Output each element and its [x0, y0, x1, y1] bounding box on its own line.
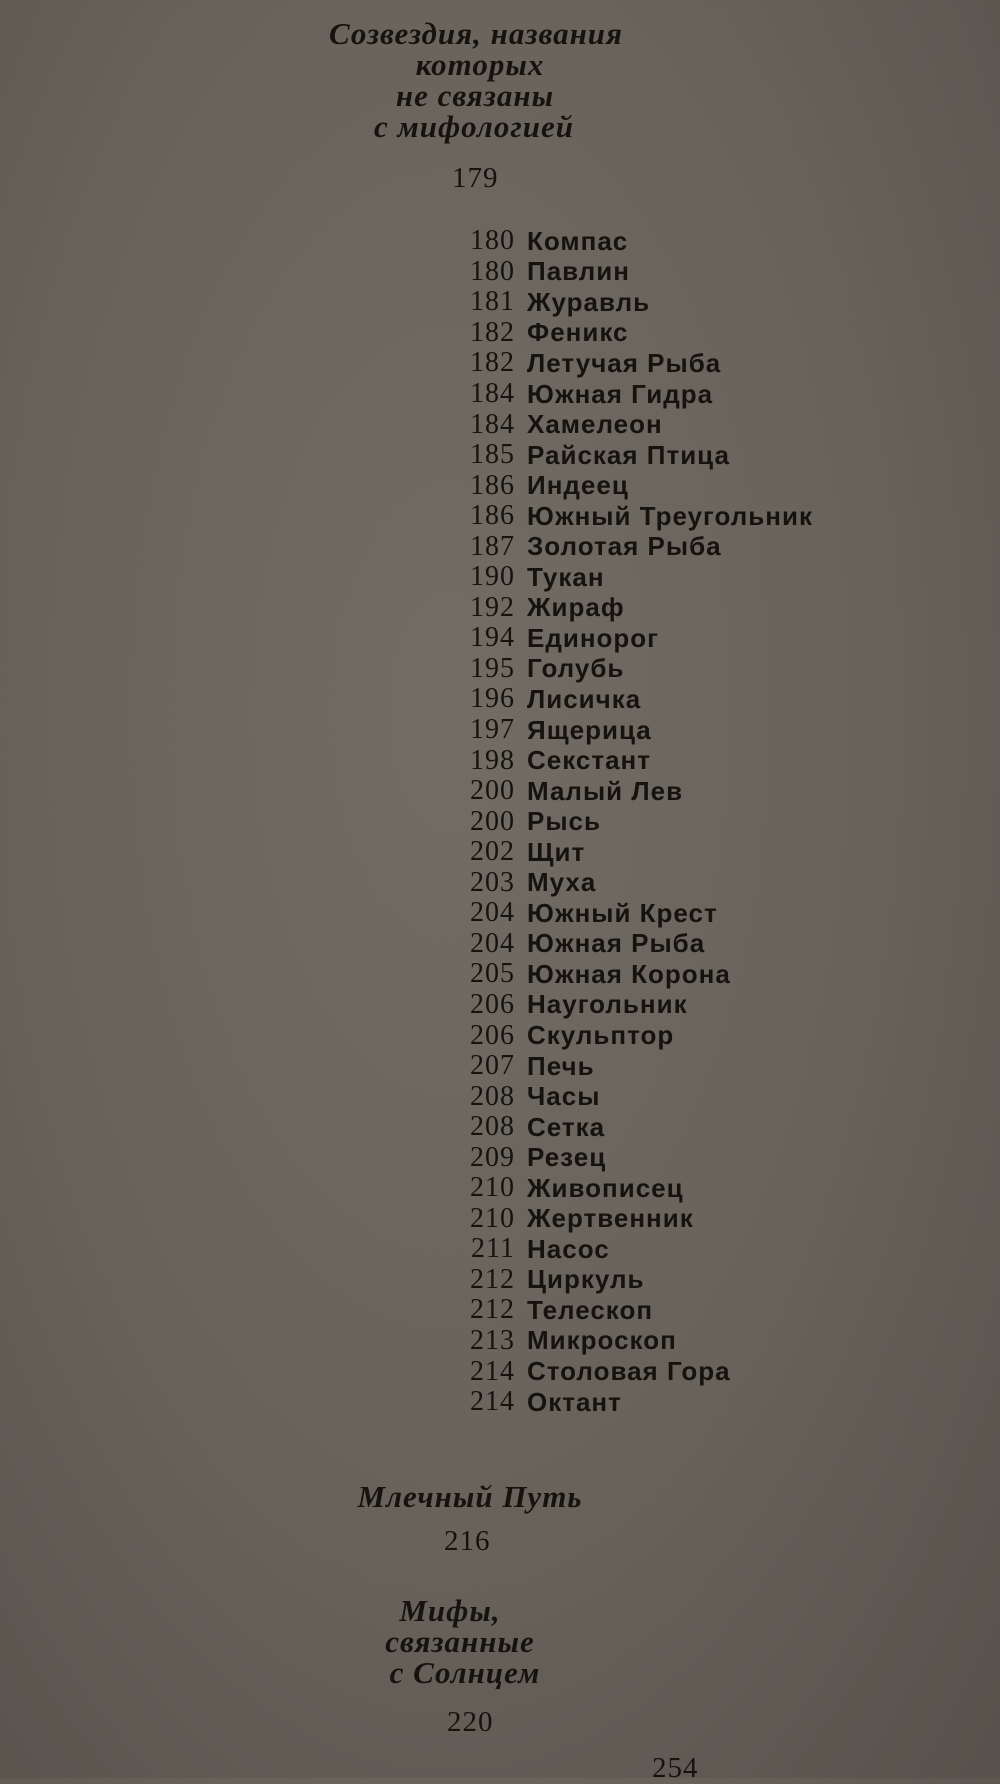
heading-line: Созвездия, названия — [328, 16, 624, 51]
toc-entry[interactable] — [445, 745, 813, 776]
section-heading-sun-myths — [340, 1595, 580, 1688]
toc-entry-page: 181 — [470, 286, 515, 318]
toc-entry-name: Малый Лев — [527, 775, 684, 806]
section-heading-constellations — [310, 18, 650, 142]
toc-entry-page: 213 — [470, 1324, 515, 1356]
toc-entry-name: Печь — [527, 1050, 595, 1081]
toc-entry[interactable] — [445, 1112, 813, 1143]
toc-entry[interactable] — [445, 287, 813, 318]
toc-entry-name: Телескоп — [527, 1294, 654, 1325]
toc-entry-page: 197 — [470, 714, 515, 746]
toc-entry-page: 212 — [470, 1263, 515, 1295]
toc-entry-name: Компас — [527, 225, 629, 256]
toc-entry-page: 210 — [470, 1202, 515, 1234]
toc-entry-page: 203 — [470, 866, 515, 898]
toc-entry-list — [445, 226, 813, 1417]
toc-entry[interactable] — [445, 470, 813, 501]
toc-entry[interactable] — [445, 715, 813, 746]
toc-entry-page: 196 — [470, 683, 515, 715]
toc-entry[interactable] — [445, 409, 813, 440]
toc-entry[interactable] — [445, 1142, 813, 1173]
toc-entry[interactable] — [445, 1020, 813, 1051]
toc-entry-name: Сетка — [527, 1111, 606, 1142]
toc-entry-name: Летучая Рыба — [527, 347, 722, 378]
toc-entry-name: Южная Гидра — [527, 378, 714, 409]
heading-line: с мифологией — [374, 109, 574, 144]
toc-entry-page: 202 — [470, 836, 515, 868]
toc-entry[interactable] — [445, 1051, 813, 1082]
toc-entry[interactable] — [445, 990, 813, 1021]
toc-entry[interactable] — [445, 379, 813, 410]
toc-entry[interactable] — [445, 929, 813, 960]
toc-entry-page: 214 — [470, 1386, 515, 1418]
toc-entry[interactable] — [445, 1081, 813, 1112]
heading-line: которых — [415, 47, 545, 82]
toc-entry-name: Насос — [527, 1233, 610, 1264]
toc-entry-page: 190 — [470, 561, 515, 593]
toc-entry-page: 195 — [470, 652, 515, 684]
toc-entry[interactable] — [445, 898, 813, 929]
toc-entry[interactable] — [445, 1387, 813, 1418]
toc-entry-name: Скульптор — [527, 1020, 675, 1050]
toc-entry[interactable] — [445, 1173, 813, 1204]
toc-entry-page: 186 — [470, 500, 515, 532]
toc-entry-page: 187 — [470, 530, 515, 562]
toc-entry-page: 204 — [470, 897, 515, 929]
toc-entry-name: Живописец — [527, 1172, 684, 1203]
toc-entry-name: Наугольник — [527, 989, 688, 1020]
toc-entry-page: 207 — [470, 1050, 515, 1082]
toc-entry[interactable] — [445, 867, 813, 898]
toc-entry[interactable] — [445, 1234, 813, 1265]
toc-entry-page: 214 — [470, 1355, 515, 1387]
section-heading-milky-way — [320, 1481, 620, 1512]
toc-entry-name: Муха — [527, 867, 597, 898]
toc-entry[interactable] — [445, 257, 813, 288]
toc-entry-page: 182 — [470, 347, 515, 379]
footer-page-number: 254 — [652, 1752, 699, 1784]
toc-entry[interactable] — [445, 318, 813, 349]
toc-entry[interactable] — [445, 531, 813, 562]
toc-entry[interactable] — [445, 684, 813, 715]
toc-entry[interactable] — [445, 226, 813, 257]
toc-entry-page: 208 — [470, 1111, 515, 1143]
toc-entry-name: Южный Крест — [527, 897, 718, 928]
toc-entry-name: Тукан — [527, 561, 605, 592]
toc-entry-name: Жертвенник — [527, 1203, 694, 1234]
heading-line: с Солнцем — [389, 1655, 541, 1690]
toc-entry[interactable] — [445, 623, 813, 654]
toc-entry-name: Павлин — [527, 256, 630, 287]
section-page-number: 220 — [447, 1706, 494, 1738]
toc-entry-name: Индеец — [527, 470, 629, 501]
toc-entry-name: Журавль — [527, 286, 651, 317]
toc-entry-page: 194 — [470, 622, 515, 654]
toc-entry-page: 185 — [470, 439, 515, 471]
toc-entry-name: Резец — [527, 1142, 607, 1173]
toc-entry-page: 206 — [470, 1019, 515, 1051]
toc-entry-page: 198 — [470, 744, 515, 776]
toc-entry-page: 192 — [470, 591, 515, 623]
toc-entry-name: Южный Треугольник — [527, 500, 813, 531]
toc-entry-name: Микроскоп — [527, 1325, 677, 1356]
toc-entry-name: Единорог — [527, 622, 660, 653]
toc-entry-name: Щит — [527, 836, 586, 867]
toc-entry[interactable] — [445, 776, 813, 807]
toc-entry-name: Южная Рыба — [527, 928, 706, 959]
toc-entry[interactable] — [445, 1295, 813, 1326]
toc-entry-page: 209 — [470, 1141, 515, 1173]
toc-entry-name: Феникс — [527, 317, 629, 348]
toc-entry-page: 212 — [470, 1294, 515, 1326]
toc-entry-page: 200 — [470, 775, 515, 807]
section-page-number: 216 — [444, 1525, 491, 1557]
toc-entry-page: 205 — [470, 958, 515, 990]
toc-entry-name: Циркуль — [527, 1264, 645, 1295]
toc-entry[interactable] — [445, 1326, 813, 1357]
toc-entry[interactable] — [445, 654, 813, 685]
toc-entry-name: Лисичка — [527, 683, 642, 714]
toc-entry-name: Октант — [527, 1386, 622, 1417]
toc-entry-name: Хамелеон — [527, 409, 663, 440]
toc-entry-page: 182 — [470, 316, 515, 348]
toc-entry-name: Рысь — [527, 806, 601, 837]
toc-entry[interactable] — [445, 1265, 813, 1296]
toc-entry-page: 210 — [470, 1172, 515, 1204]
toc-entry-name: Секстант — [527, 745, 651, 776]
toc-entry-page: 184 — [470, 378, 515, 410]
toc-entry-page: 186 — [470, 469, 515, 501]
toc-entry-name: Золотая Рыба — [527, 531, 722, 562]
toc-entry[interactable] — [445, 959, 813, 990]
toc-entry-page: 204 — [470, 927, 515, 959]
toc-entry-name: Райская Птица — [527, 439, 730, 470]
toc-entry[interactable] — [445, 440, 813, 471]
toc-entry-page: 208 — [470, 1080, 515, 1112]
section-page-number: 179 — [452, 162, 499, 194]
toc-entry-page: 180 — [470, 225, 515, 257]
toc-entry[interactable] — [445, 562, 813, 593]
toc-entry-page: 184 — [470, 408, 515, 440]
toc-entry[interactable] — [445, 501, 813, 532]
heading-line: не связаны — [395, 78, 555, 113]
toc-entry-name: Столовая Гора — [527, 1356, 731, 1387]
heading-line: связанные — [385, 1624, 535, 1659]
toc-entry-page: 200 — [470, 805, 515, 837]
toc-entry[interactable] — [445, 1356, 813, 1387]
heading-line: Млечный Путь — [357, 1479, 583, 1514]
toc-entry-name: Часы — [527, 1081, 601, 1112]
toc-entry-name: Голубь — [527, 653, 625, 684]
toc-entry-name: Южная Корона — [527, 958, 731, 989]
toc-entry[interactable] — [445, 837, 813, 868]
toc-entry-page: 206 — [470, 988, 515, 1020]
heading-line: Мифы, — [399, 1593, 501, 1628]
toc-entry-name: Жираф — [527, 592, 625, 623]
toc-entry[interactable] — [445, 348, 813, 379]
toc-entry[interactable] — [445, 806, 813, 837]
toc-entry[interactable] — [445, 593, 813, 624]
toc-entry[interactable] — [445, 1204, 813, 1235]
toc-entry-page: 211 — [471, 1233, 515, 1265]
toc-entry-name: Ящерица — [527, 714, 652, 745]
toc-entry-page: 180 — [470, 255, 515, 287]
